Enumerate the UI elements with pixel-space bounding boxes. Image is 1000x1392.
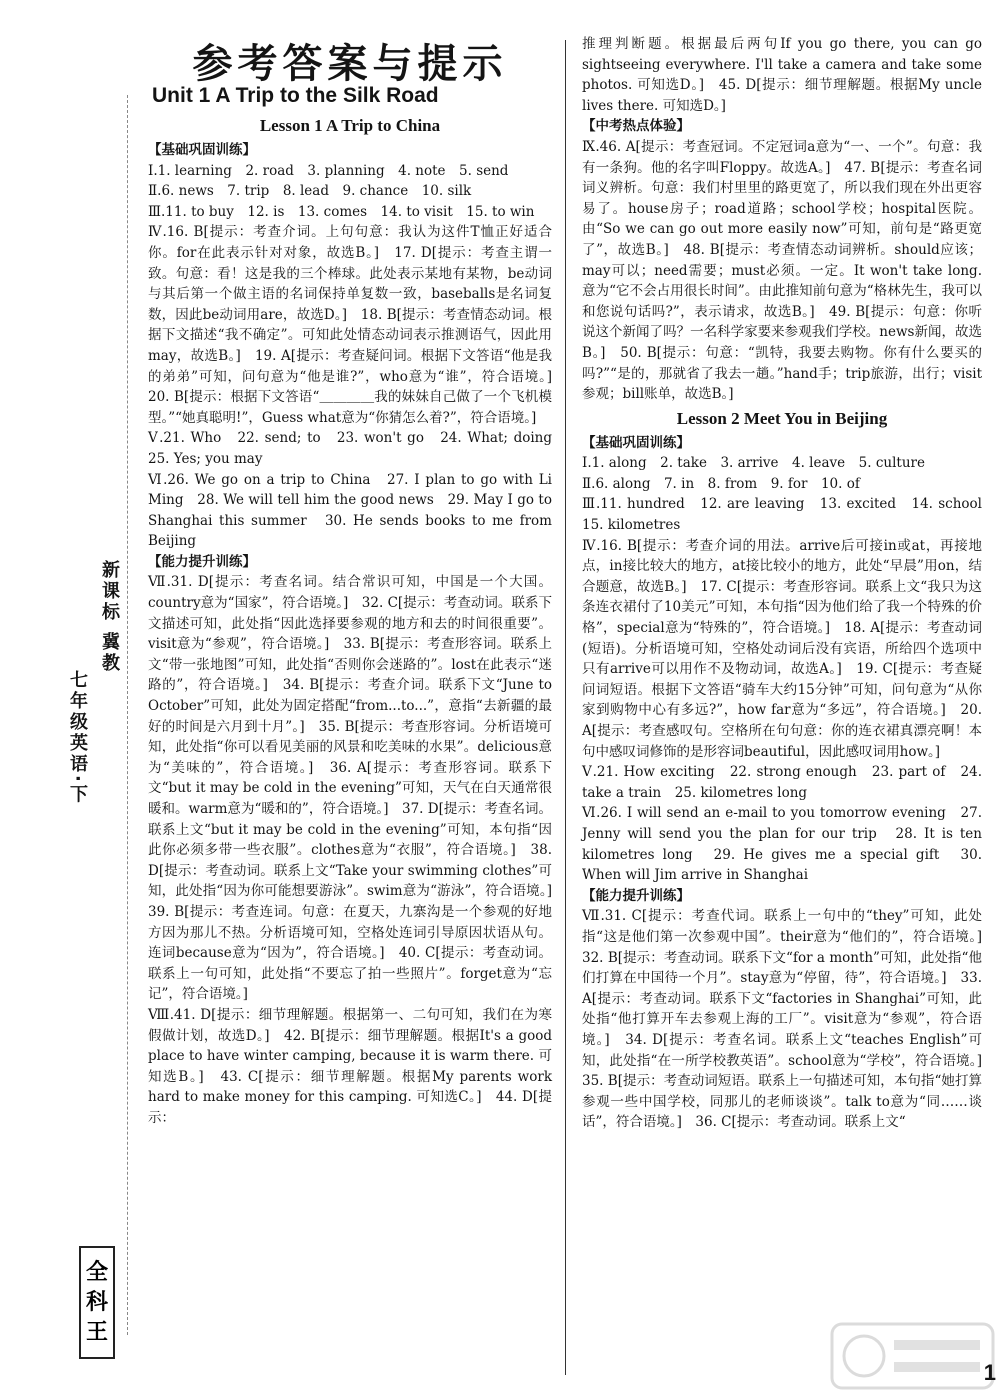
answer-paragraph: Ⅱ.6. news 7. trip 8. lead 9. chance 10. silk <box>148 183 472 200</box>
book-spine-text <box>67 560 122 1200</box>
answer-paragraph: Ⅴ.21. How exciting 22. strong enough 23. part of 24. take a train 25. kilometres long <box>582 764 982 801</box>
svg-text:科: 科 <box>85 1290 109 1315</box>
answer-paragraph: Ⅰ.1. learning 2. road 3. planning 4. note 5. send <box>148 162 509 179</box>
page-title: 参考答案与提示 <box>192 40 508 87</box>
column-divider <box>565 40 566 1375</box>
answer-paragraph: Ⅰ.1. along 2. take 3. arrive 4. leave 5. culture <box>582 455 925 472</box>
answer-paragraph: Ⅷ.41. D[提示：细节理解题。根据第一、二句可知，我们在为寒假做计划，故选D。] 42. B[提示：细节理解题。根据It's a good place to have winter camping, because it is warm there. 可知选B。] 43. C[提示：细节理解题。根据My parents work hard to make money for this camping. 可知选C。] 44. D[提示： <box>148 1006 552 1126</box>
answer-paragraph: Ⅵ.26. I will send an e-mail to you tomorrow evening 27. Jenny will send you the plan for our trip 28. It is ten kilometres long 29. He gives me a special gift 30. When will Jim arrive in Shanghai <box>582 805 982 884</box>
section-exam-heading: 【中考热点体验】 <box>582 118 690 135</box>
section-ability-heading: 【能力提升训练】 <box>582 887 690 904</box>
answer-paragraph: Ⅶ.31. C[提示：考查代词。联系上一句中的“they”可知，此处指“这是他们第一次参观中国”。their意为“他们的”，符合语境。] 32. B[提示：考查动词。联系下文“for a month”可知，此处指“他们打算在中国待一个月”。stay意为“停留，待”，符合语境。] 33. A[提示：考查动词。联系下文“factories in Shanghai”可知，此处指“他打算开车去参观上海的工厂”。visit意为“参观”，符合语境。] 34. D[提示：考查名词。联系上文“teaches English”可知，此处指“在一所学校教英语”。school意为“学校”，符合语境。] 35. B[提示：考查动词短语。联系上一句描述可知，本句指“她打算参观一些中国学校，同那儿的老师谈谈”。talk to意为“同……谈话”，符合语境。] 36. C[提示：考查动词。联系上文“ <box>582 908 996 1131</box>
brand-logo <box>62 1245 132 1360</box>
svg-text:全: 全 <box>85 1260 109 1285</box>
right-column <box>582 34 996 1133</box>
book-edition: 新课标 冀教 <box>99 560 120 675</box>
answer-paragraph: Ⅳ.16. B[提示：考查介词的用法。arrive后可接in或at，再接地点，in接比较大的地方，at接比较小的地方，此处“早晨”用on，结合题意，故选B。] 17. C[提示：考查形容词。联系上文“我只为这条连衣裙付了10美元”可知，本句指“因为他们给了我一个特殊的价格”，special意为“特殊的”，符合语境。] 18. A[提示：考查动词(短语)。分析语境可知，空格处动词后没有宾语，所给四个选项中只有arrive可以用作不及物动词，故选A。] 19. C[提示：考查疑问词短语。根据下文答语“骑车大约15分钟”可知，问句意为“从你家到购物中心有多远?”，how far意为“多远”，符合语境。] 20. A[提示：考查感叹句。空格所在句句意：你的连衣裙真漂亮啊！本句中感叹词修饰的是形容词beautiful，因此感叹词用how。] <box>582 537 982 760</box>
section-ability-heading: 【能力提升训练】 <box>148 553 256 570</box>
answer-paragraph: Ⅴ.21. Who 22. send; to 23. won't go 24. What; doing 25. Yes; you may <box>148 430 566 467</box>
section-basic-heading: 【基础巩固训练】 <box>582 434 690 451</box>
answer-paragraph: Ⅳ.16. B[提示：考查介词。上句句意：我认为这件T恤正好适合你。for在此表示针对对象，故选B。] 17. D[提示：考查主谓一致。句意：看！这是我的三个棒球。此处表示某地有某物，be动词与其后第一个做主语的名词保持单复数一致，baseballs是名词复数，因此be动词用are，故选D。] 18. B[提示：考查情态动词。根据下文描述“我不确定”。可知此处情态动词表示推测语气，因此用may，故选B。] 19. A[提示：考查疑问词。根据下文答语“他是我的弟弟”可知，问句意为“他是谁?”，who意为“谁”，符合语境。] 20. B[提示：根据下文答语“＿＿＿＿我的妹妹自己做了一个飞机模型。”“她真聪明!”，Guess what意为“你猜怎么着?”，符合语境。] <box>148 224 566 426</box>
answer-paragraph: Ⅲ.11. to buy 12. is 13. comes 14. to visit 15. to win <box>148 203 535 220</box>
unit-heading: Unit 1 A Trip to the Silk Road <box>152 84 439 107</box>
answer-paragraph: Ⅵ.26. We go on a trip to China 27. I plan to go with Li Ming 28. We will tell him the good news 29. May I go to Shanghai this summer 30. He sends books to me from Beijing <box>148 471 552 550</box>
answer-paragraph: Ⅶ.31. D[提示：考查名词。结合常识可知，中国是一个大国。country意为“国家”，符合语境。] 32. C[提示：考查动词。联系下文描述可知，此处指“因此选择要参观的地方和去的时间很重要”。visit意为“参观”，符合语境。] 33. B[提示：考查形容词。联系上文“带一张地图”可知，此处指“否则你会迷路的”。lost在此表示“迷路的”，符合语境。] 34. B[提示：考查介词。联系下文“June to October”可知，此处为固定搭配“from...to...”，意指“去新疆的最好的时间是六月到十月”。] 35. B[提示：考查形容词。分析语境可知，此处指“你可以看见美丽的风景和吃美味的水果”。delicious意为“美味的”，符合语境。] 36. A[提示：考查形容词。联系下文“but it may be cold in the evening”可知，天气在白天通常很暖和。warm意为“暖和的”，符合语境。] 37. D[提示：考查名词。联系上文“but it may be cold in the evening”可知，本句指“因此你必须多带一些衣服”。clothes意为“衣服”，符合语境。] 38. D[提示：考查动词。联系上文“Take your swimming clothes”可知，此处指“因为你可能想要游泳”。swim意为“游泳”，符合语境。] 39. B[提示：考查连词。句意：在夏天，九寨沟是一个参观的好地方因为那儿不热。分析语境可知，空格处连词引导原因状语从句。连词because意为“因为”，符合语境。] 40. C[提示：考查动词。联系上一句可知，此处指“不要忘了拍一些照片”。forget意为“忘记”，符合语境。] <box>148 574 566 1003</box>
binding-guide-line <box>127 95 128 1335</box>
watermark-logo <box>830 1322 995 1390</box>
lesson-1-heading: Lesson 1 A Trip to China <box>259 116 441 135</box>
left-column <box>148 112 566 1129</box>
svg-text:王: 王 <box>85 1320 109 1345</box>
lesson-2-heading: Lesson 2 Meet You in Beijing <box>676 408 888 428</box>
answer-paragraph: Ⅲ.11. hundred 12. are leaving 13. excited 14. school 15. kilometres <box>582 496 996 534</box>
page-number: 1 <box>983 1360 996 1385</box>
answer-paragraph: Ⅱ.6. along 7. in 8. from 9. for 10. of <box>582 475 860 492</box>
answer-paragraph: 推理判断题。根据最后两句If you go there, you can go sightseeing everywhere. I'll take a camera and take some photos. 可知选D。] 45. D[提示：细节理解题。根据My uncle lives there. 可知选D。] <box>582 36 982 114</box>
book-subject: 七年级英语·下 <box>67 670 88 806</box>
answer-paragraph: Ⅸ.46. A[提示：考查冠词。不定冠词a意为“一、一个”。句意：我有一条狗。他的名字叫Floppy。故选A。] 47. B[提示：考查名词词义辨析。句意：我们村里里的路更宽了，所以我们现在外出更容易了。house房子；road道路；school学校；hospital医院。由“So we can go out more easily now”可知，前句是“路更宽了”，故选B。] 48. B[提示：考查情态动词辨析。should应该；may可以；need需要；must必须。一定。It won't take long. 意为“它不会占用很长时间”。由此推知前句意为“格林先生，我可以和您说句话吗?”，表示请求，故选B。] 49. B[提示：句意：你听说这个新闻了吗？一名科学家要来参观我们学校。news新闻，故选B。] 50. B[提示：句意：“凯特，我要去购物。你有什么要买的吗?”“是的，那就省了我去一趟。”hand手；trip旅游，出行；visit参观；bill账单，故选B。] <box>582 138 982 403</box>
section-basic-heading: 【基础巩固训练】 <box>148 142 256 158</box>
